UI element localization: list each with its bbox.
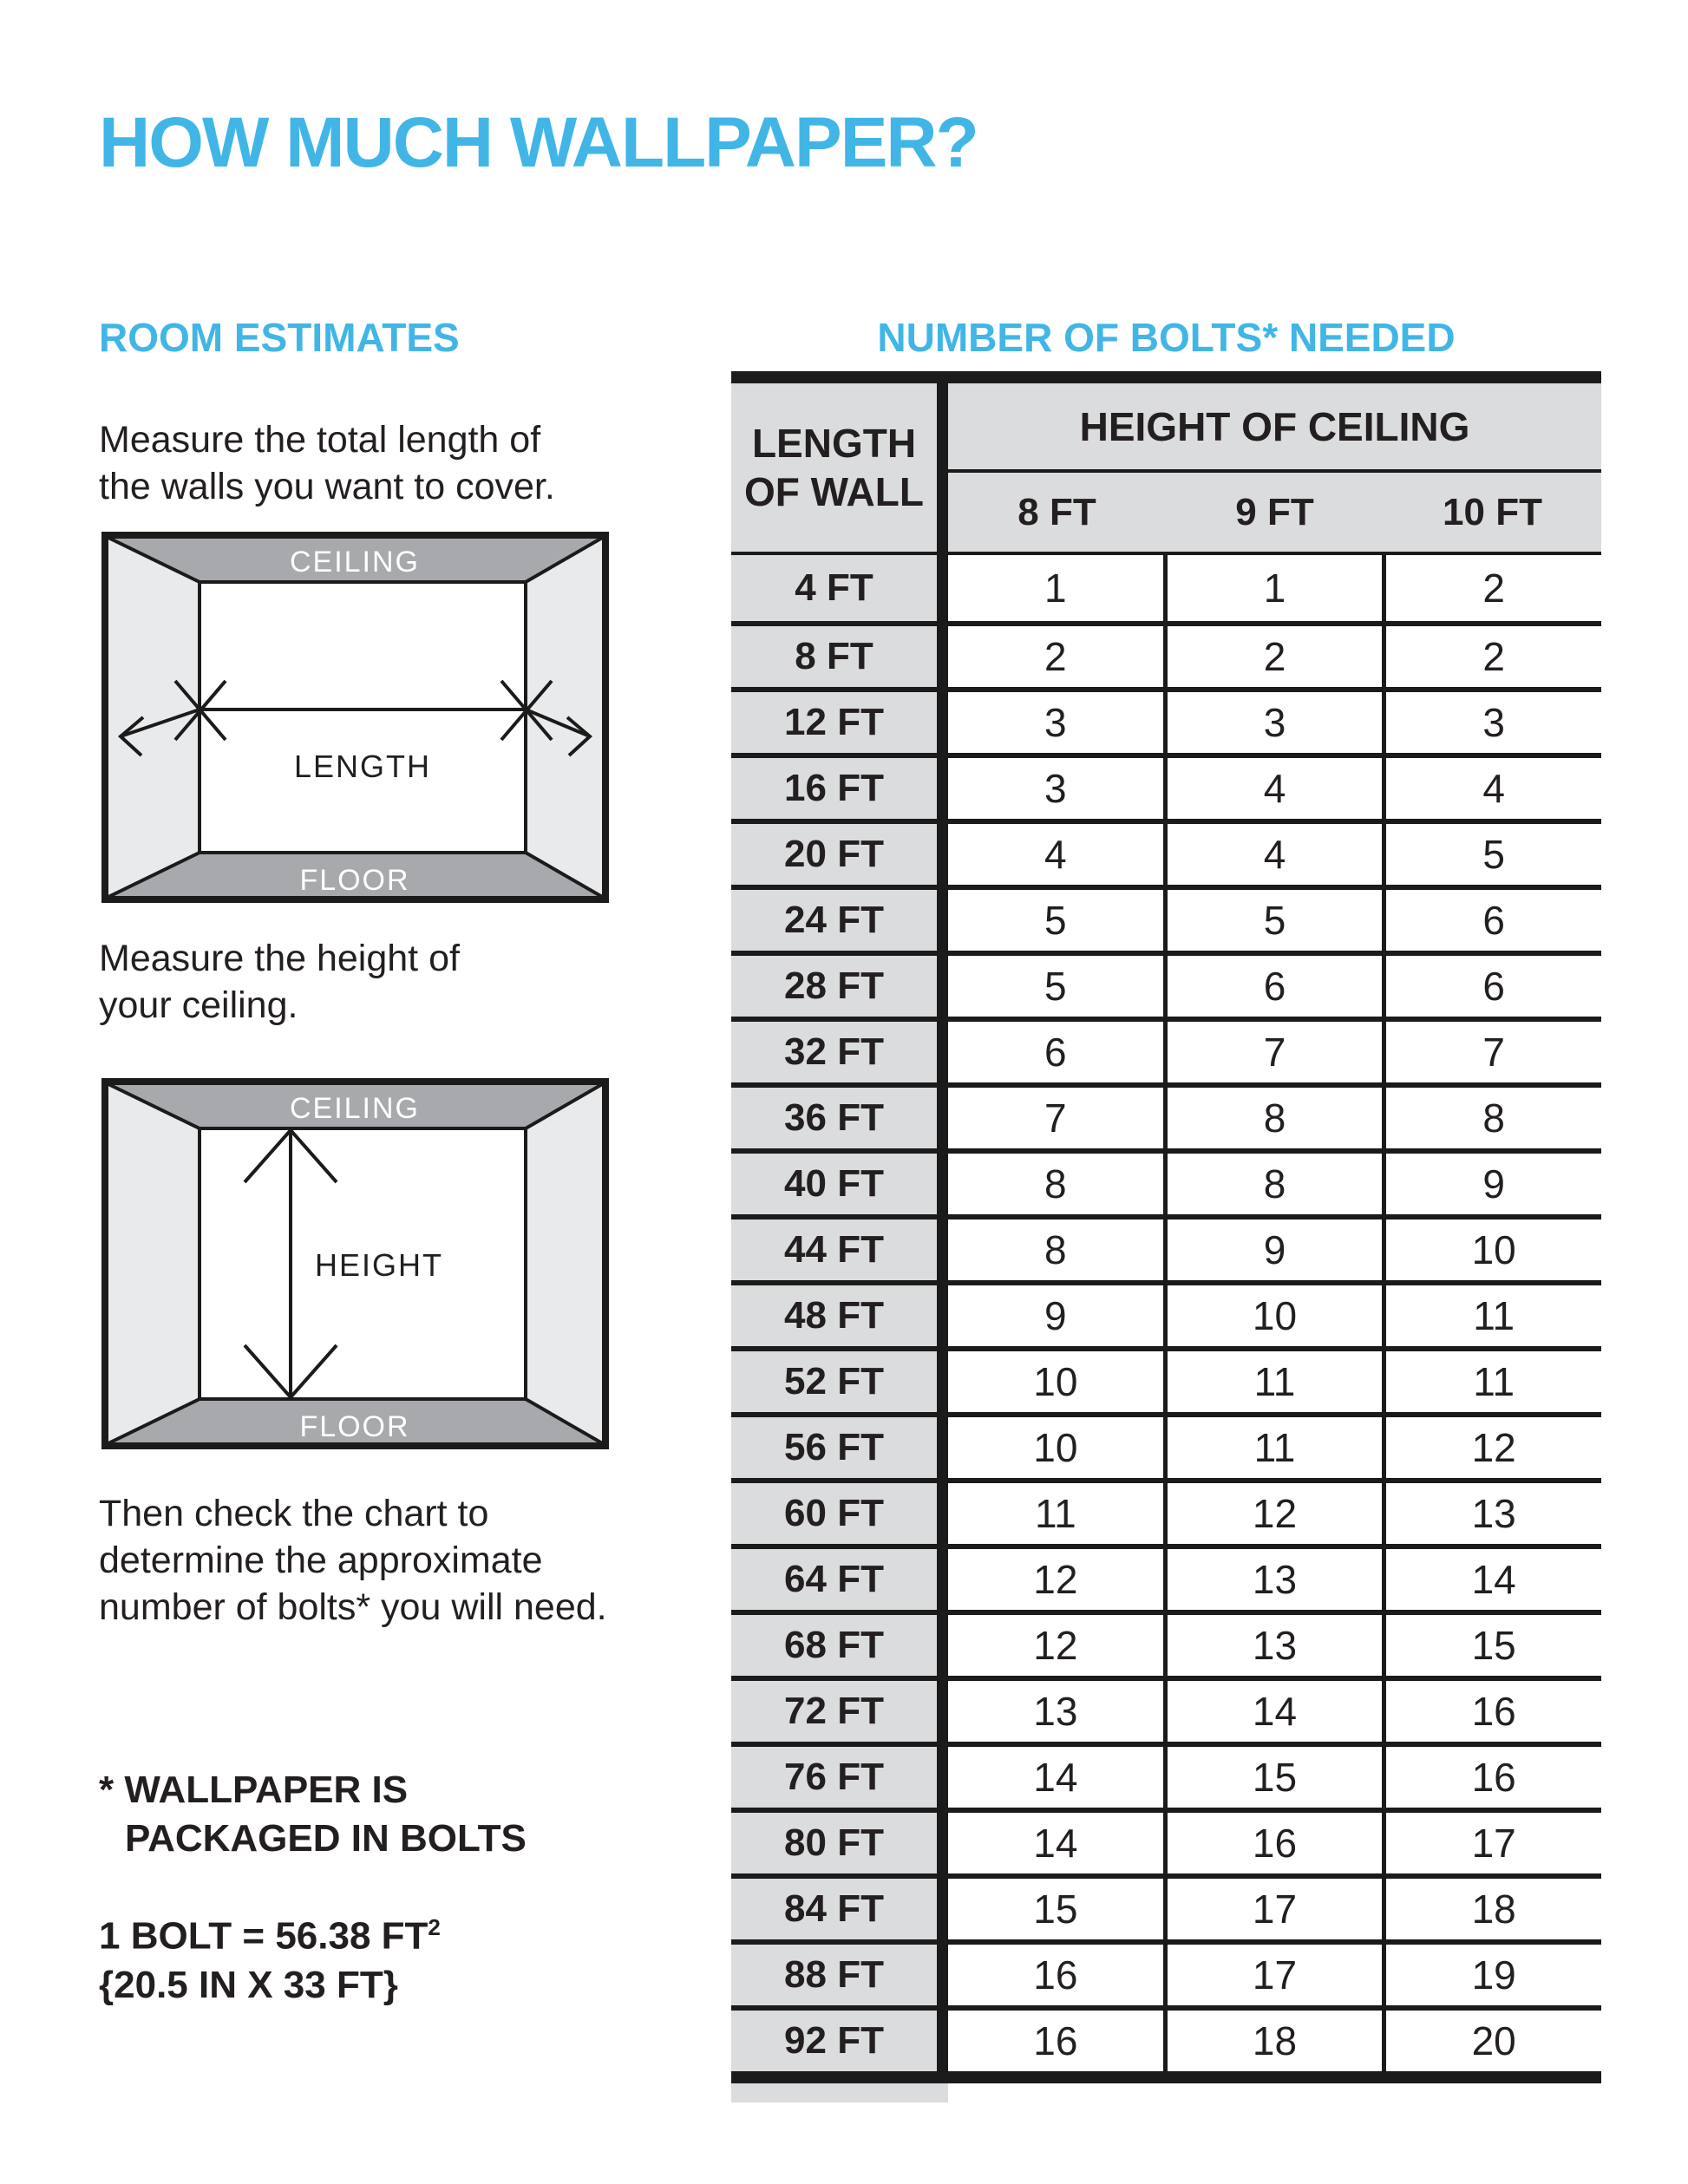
bolt-count-cell: 19 <box>1382 1945 1601 2005</box>
bolt-count-cell: 1 <box>1163 555 1383 621</box>
table-row <box>731 1148 1601 1214</box>
bolt-count-cell: 15 <box>948 1879 1163 1939</box>
bolt-dimensions-line: {20.5 IN X 33 FT} <box>99 1963 398 2006</box>
text-line: determine the approximate <box>99 1540 543 1581</box>
text-line: Then check the chart to <box>99 1493 489 1534</box>
bolt-count-cell: 16 <box>1382 1681 1601 1742</box>
height-of-ceiling-header-group <box>948 383 1601 552</box>
bolt-count-cell: 7 <box>1382 1022 1601 1082</box>
bolt-count-cell: 4 <box>1382 758 1601 819</box>
column-header-8ft: 8 FT <box>1017 490 1096 533</box>
wall-length-cell: 48 FT <box>731 1285 948 1346</box>
ceiling-label: CEILING <box>289 546 421 579</box>
wall-length-cell: 40 FT <box>731 1154 948 1214</box>
bolt-count-cell: 12 <box>948 1615 1163 1676</box>
bolt-count-cell: 14 <box>948 1747 1163 1808</box>
bolt-count-cell: 2 <box>1163 626 1383 687</box>
bolt-count-cell: 2 <box>948 626 1163 687</box>
ceiling-label: CEILING <box>289 1092 421 1125</box>
table-row <box>731 1676 1601 1742</box>
table-row <box>731 1280 1601 1346</box>
bolt-count-cell: 8 <box>948 1220 1163 1280</box>
bolt-count-cell: 16 <box>1382 1747 1601 1808</box>
bolt-count-cell: 7 <box>1163 1022 1383 1082</box>
measure-height-text <box>99 935 460 1029</box>
wall-length-cell: 72 FT <box>731 1681 948 1742</box>
table-row <box>731 621 1601 687</box>
bolt-count-cell: 4 <box>1163 758 1383 819</box>
table-row <box>731 1412 1601 1478</box>
wall-length-cell: 8 FT <box>731 626 948 687</box>
bolt-count-cell: 6 <box>1163 956 1383 1017</box>
floor-label: FLOOR <box>299 864 410 897</box>
text-line: number of bolts* you will need. <box>99 1586 607 1628</box>
table-bottom-stub <box>731 2083 948 2102</box>
bolt-count-cell: 2 <box>1382 555 1601 621</box>
table-row <box>731 687 1601 753</box>
bolt-count-cell: 13 <box>1382 1483 1601 1544</box>
bolt-size-superscript: 2 <box>428 1914 441 1940</box>
wall-length-cell: 52 FT <box>731 1351 948 1412</box>
table-row <box>731 1017 1601 1082</box>
wall-length-cell: 12 FT <box>731 692 948 753</box>
table-body <box>731 555 1601 2071</box>
bolt-count-cell: 10 <box>948 1351 1163 1412</box>
table-row <box>731 1808 1601 1873</box>
table-row <box>731 1478 1601 1544</box>
wall-length-cell: 88 FT <box>731 1945 948 2005</box>
table-row <box>731 819 1601 885</box>
bolt-count-cell: 9 <box>1382 1154 1601 1214</box>
table-row <box>731 1082 1601 1148</box>
bolt-count-cell: 4 <box>948 824 1163 885</box>
bolt-count-cell: 10 <box>1163 1285 1383 1346</box>
room-length-diagram <box>101 532 609 903</box>
page-title: HOW MUCH WALLPAPER? <box>99 103 978 182</box>
column-header-10ft: 10 FT <box>1443 490 1542 533</box>
height-of-ceiling-header: HEIGHT OF CEILING <box>948 383 1601 473</box>
wall-length-cell: 68 FT <box>731 1615 948 1676</box>
bolt-count-cell: 3 <box>948 692 1163 753</box>
wall-length-cell: 44 FT <box>731 1220 948 1280</box>
room-length-diagram-svg <box>101 532 609 903</box>
text-line: * WALLPAPER IS <box>99 1769 409 1811</box>
bolt-count-cell: 8 <box>948 1154 1163 1214</box>
column-header-9ft: 9 FT <box>1235 490 1314 533</box>
wall-length-cell: 56 FT <box>731 1417 948 1478</box>
bolt-count-cell: 5 <box>948 956 1163 1017</box>
text-line: Measure the total length of <box>99 419 541 461</box>
bolt-count-cell: 8 <box>1163 1154 1383 1214</box>
table-row <box>731 951 1601 1017</box>
bolt-count-cell: 5 <box>1163 890 1383 951</box>
room-height-diagram-svg <box>101 1078 609 1449</box>
table-row <box>731 2005 1601 2071</box>
bolt-count-cell: 8 <box>1382 1088 1601 1148</box>
bolt-count-cell: 17 <box>1382 1813 1601 1873</box>
bolt-count-cell: 13 <box>1163 1615 1383 1676</box>
table-row <box>731 1939 1601 2005</box>
bolt-count-cell: 16 <box>1163 1813 1383 1873</box>
table-row <box>731 1873 1601 1939</box>
bolt-count-cell: 7 <box>948 1088 1163 1148</box>
bolt-count-cell: 11 <box>1382 1351 1601 1412</box>
bolt-size-line <box>99 1903 441 1961</box>
bolt-count-cell: 6 <box>1382 956 1601 1017</box>
wall-length-cell: 64 FT <box>731 1549 948 1610</box>
bolt-count-cell: 6 <box>1382 890 1601 951</box>
bolt-size-text: 1 BOLT = 56.38 FT <box>99 1914 429 1958</box>
bolt-count-cell: 14 <box>1163 1681 1383 1742</box>
bolt-count-cell: 3 <box>1163 692 1383 753</box>
bolt-count-cell: 3 <box>1382 692 1601 753</box>
room-height-diagram <box>101 1078 609 1449</box>
length-of-wall-header <box>731 383 948 552</box>
back-wall <box>200 582 526 853</box>
text-line: the walls you want to cover. <box>99 466 555 507</box>
bolt-count-cell: 9 <box>1163 1220 1383 1280</box>
bolt-count-cell: 14 <box>948 1813 1163 1873</box>
wall-length-cell: 92 FT <box>731 2011 948 2071</box>
bolt-count-cell: 18 <box>1163 2011 1383 2071</box>
bolt-count-cell: 10 <box>1382 1220 1601 1280</box>
bolt-count-cell: 18 <box>1382 1879 1601 1939</box>
bolt-count-cell: 11 <box>1163 1351 1383 1412</box>
bolts-footnote <box>99 1766 527 1863</box>
bolt-count-cell: 15 <box>1163 1747 1383 1808</box>
table-row <box>731 1742 1601 1808</box>
table-row <box>731 1214 1601 1280</box>
text-line: Measure the height of <box>99 938 460 979</box>
bolt-spec <box>99 1903 441 2010</box>
bolt-count-cell: 17 <box>1163 1945 1383 2005</box>
wall-length-cell: 16 FT <box>731 758 948 819</box>
table-row <box>731 753 1601 819</box>
table-row <box>731 1544 1601 1610</box>
length-label: LENGTH <box>293 749 432 784</box>
bolt-count-cell: 12 <box>948 1549 1163 1610</box>
wall-length-cell: 36 FT <box>731 1088 948 1148</box>
height-label: HEIGHT <box>315 1247 444 1283</box>
table-header <box>731 383 1601 555</box>
bolt-count-cell: 10 <box>948 1417 1163 1478</box>
text-line: PACKAGED IN BOLTS <box>125 1817 527 1860</box>
wall-length-cell: 28 FT <box>731 956 948 1017</box>
bolt-count-cell: 13 <box>948 1681 1163 1742</box>
table-row <box>731 555 1601 621</box>
bolt-count-cell: 5 <box>1382 824 1601 885</box>
wall-length-cell: 84 FT <box>731 1879 948 1939</box>
bolt-count-cell: 11 <box>1163 1417 1383 1478</box>
header-line: LENGTH <box>751 421 917 466</box>
measure-length-text <box>99 416 555 510</box>
bolt-count-cell: 11 <box>948 1483 1163 1544</box>
check-chart-text <box>99 1490 607 1631</box>
bolt-count-cell: 20 <box>1382 2011 1601 2071</box>
bolt-count-cell: 12 <box>1382 1417 1601 1478</box>
bolt-count-cell: 9 <box>948 1285 1163 1346</box>
table-row <box>731 1610 1601 1676</box>
room-estimates-heading: ROOM ESTIMATES <box>99 315 460 360</box>
floor-label: FLOOR <box>299 1410 410 1443</box>
header-line: OF WALL <box>744 469 924 514</box>
bolt-count-cell: 16 <box>948 1945 1163 2005</box>
bolts-table <box>731 371 1601 2083</box>
bolt-count-cell: 13 <box>1163 1549 1383 1610</box>
bolt-count-cell: 6 <box>948 1022 1163 1082</box>
wall-length-cell: 24 FT <box>731 890 948 951</box>
text-line: your ceiling. <box>99 984 298 1026</box>
bolt-count-cell: 8 <box>1163 1088 1383 1148</box>
bolt-count-cell: 2 <box>1382 626 1601 687</box>
bolt-count-cell: 15 <box>1382 1615 1601 1676</box>
bolt-count-cell: 1 <box>948 555 1163 621</box>
wall-length-cell: 80 FT <box>731 1813 948 1873</box>
wall-length-cell: 4 FT <box>731 555 948 621</box>
ceiling-height-columns <box>948 473 1601 552</box>
bolt-count-cell: 4 <box>1163 824 1383 885</box>
bolt-count-cell: 5 <box>948 890 1163 951</box>
wall-length-cell: 32 FT <box>731 1022 948 1082</box>
table-row <box>731 885 1601 951</box>
bolt-count-cell: 17 <box>1163 1879 1383 1939</box>
bolt-count-cell: 12 <box>1163 1483 1383 1544</box>
wall-length-cell: 20 FT <box>731 824 948 885</box>
bolt-count-cell: 11 <box>1382 1285 1601 1346</box>
bolts-needed-heading: NUMBER OF BOLTS* NEEDED <box>877 315 1456 360</box>
wall-length-cell: 60 FT <box>731 1483 948 1544</box>
bolt-count-cell: 14 <box>1382 1549 1601 1610</box>
wall-length-cell: 76 FT <box>731 1747 948 1808</box>
bolt-count-cell: 3 <box>948 758 1163 819</box>
bolt-count-cell: 16 <box>948 2011 1163 2071</box>
table-row <box>731 1346 1601 1412</box>
